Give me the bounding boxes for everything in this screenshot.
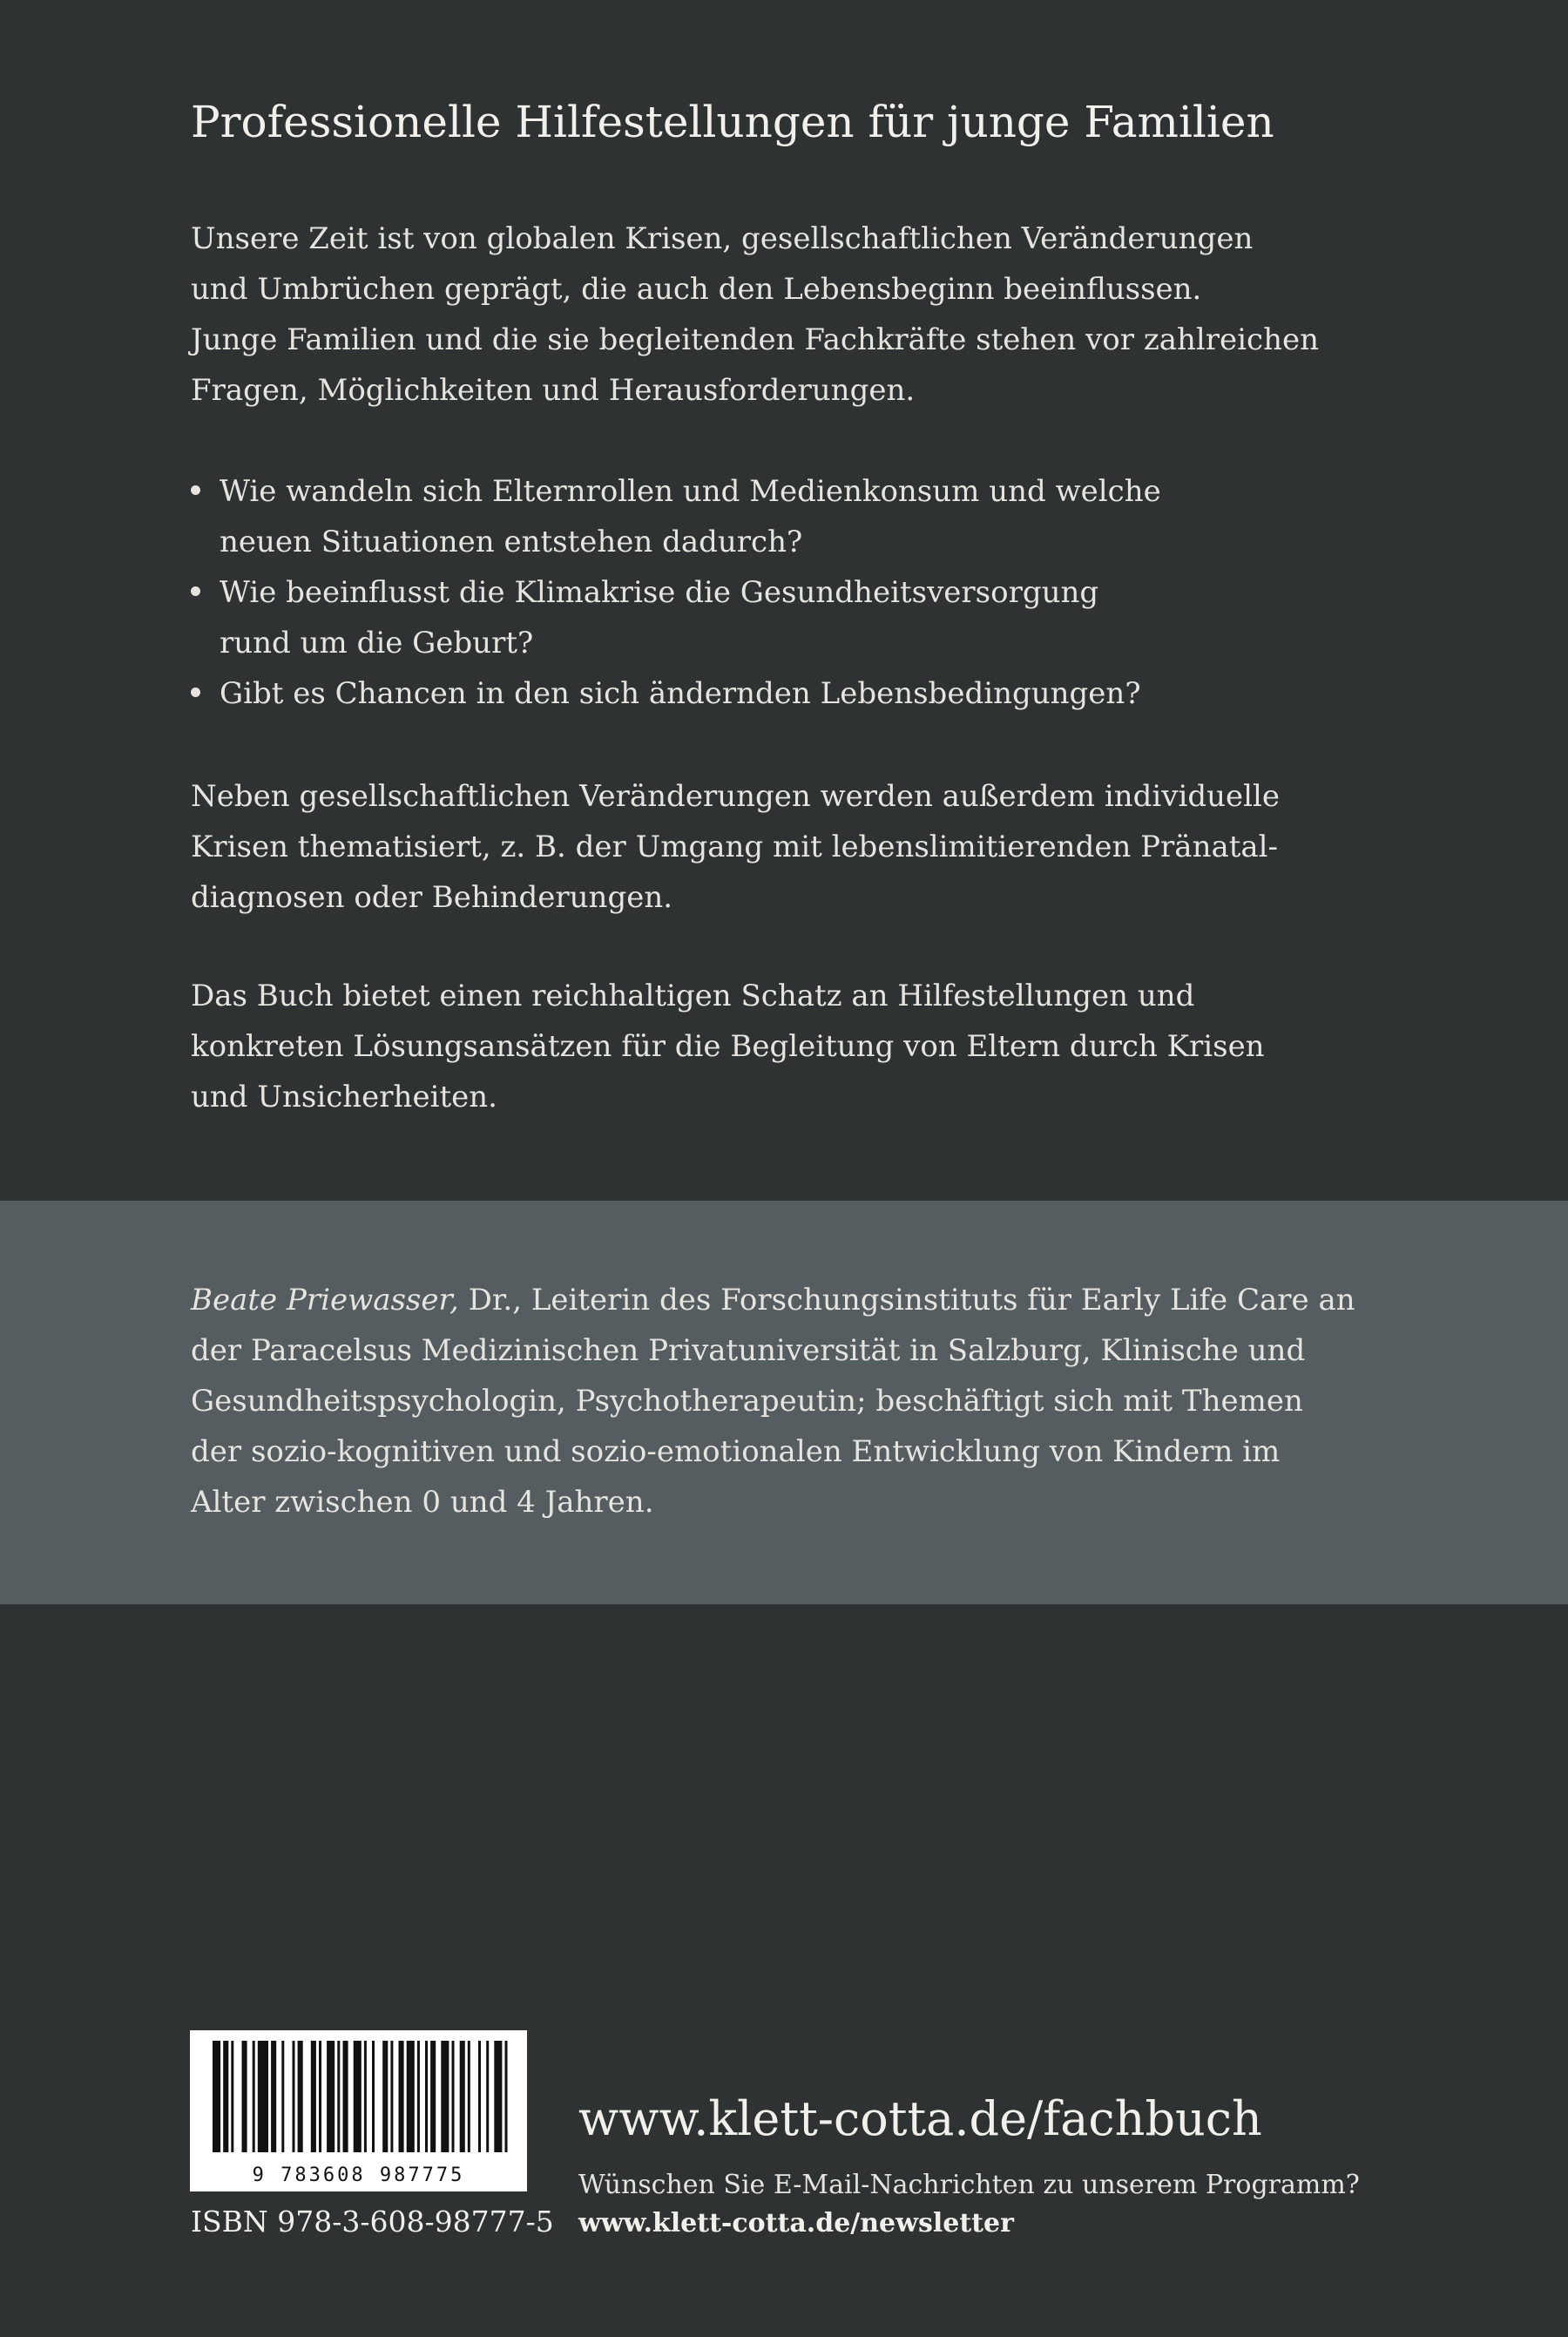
- barcode-bar: [327, 2041, 335, 2152]
- barcode-bar: [505, 2041, 508, 2152]
- barcode-digits: 9 783608 987775: [252, 2164, 465, 2186]
- text-line: Unsere Zeit ist von globalen Krisen, gesellschaftlichen Veränderungen: [191, 221, 1254, 256]
- isbn-barcode: [190, 2030, 527, 2191]
- barcode-bar: [417, 2041, 420, 2152]
- barcode-bar: [213, 2041, 220, 2152]
- text-line: Gesundheitspsychologin, Psychotherapeutin; beschäftigt sich mit Themen: [191, 1384, 1303, 1419]
- text-line: Junge Familien und die sie begleitenden Fachkräfte stehen vor zahlreichen: [191, 322, 1319, 357]
- barcode-bar: [253, 2041, 255, 2152]
- barcode-bar: [425, 2041, 428, 2152]
- barcode-bar: [293, 2041, 295, 2152]
- publisher-website[interactable]: www.klett-cotta.de/fachbuch: [578, 2091, 1262, 2146]
- cover-heading: Professionelle Hilfestellungen für junge Familien: [191, 97, 1274, 147]
- text-line: Alter zwischen 0 und 4 Jahren.: [191, 1485, 654, 1520]
- text-line: Das Buch bietet einen reichhaltigen Schatz an Hilfestellungen und: [191, 979, 1195, 1013]
- author-bio: [191, 1275, 1410, 1528]
- barcode-bar: [271, 2041, 276, 2152]
- barcode-bar: [281, 2041, 284, 2152]
- barcode-bar: [494, 2041, 502, 2152]
- list-item-line: Gibt es Chancen in den sich ändernden Lebensbedingungen?: [191, 668, 1410, 719]
- question-list: [191, 466, 1410, 719]
- text-line: Neben gesellschaftlichen Veränderungen werden außerdem individuelle: [191, 779, 1280, 814]
- barcode-bar: [478, 2041, 481, 2152]
- barcode-bar: [430, 2041, 436, 2152]
- barcode-bar: [319, 2041, 321, 2152]
- barcode-bar: [354, 2041, 362, 2152]
- barcode-bar: [399, 2041, 404, 2152]
- barcode-bar: [223, 2041, 228, 2152]
- newsletter-link[interactable]: www.klett-cotta.de/newsletter: [578, 2208, 1014, 2239]
- list-item-line: Wie beeinflusst die Klimakrise die Gesundheitsversorgung: [191, 567, 1410, 618]
- text-line: Fragen, Möglichkeiten und Herausforderungen.: [191, 373, 916, 408]
- list-item: [191, 466, 1410, 567]
- text-line: diagnosen oder Behinderungen.: [191, 880, 673, 915]
- barcode-bar: [343, 2041, 348, 2152]
- text-line: konkreten Lösungsansätzen für die Begleitung von Eltern durch Krisen: [191, 1029, 1265, 1064]
- list-item-line: neuen Situationen entstehen dadurch?: [220, 525, 803, 559]
- barcode-bar: [298, 2041, 303, 2152]
- barcode-bar: [452, 2041, 455, 2152]
- list-item-line: Wie wandeln sich Elternrollen und Medienkonsum und welche: [191, 466, 1410, 517]
- list-item: [191, 567, 1410, 668]
- barcode-bar: [441, 2041, 449, 2152]
- author-title: Dr., Leiterin des Forschungsinstituts für Early Life Care an: [458, 1283, 1355, 1318]
- text-line: und Umbrüchen geprägt, die auch den Lebensbeginn beeinflussen.: [191, 272, 1202, 307]
- text-line: der Paracelsus Medizinischen Privatuniversität in Salzburg, Klinische und: [191, 1333, 1306, 1368]
- barcode-bar: [460, 2041, 465, 2152]
- text-line: der sozio-kognitiven und sozio-emotionalen Entwicklung von Kindern im: [191, 1434, 1281, 1469]
- list-item-line: rund um die Geburt?: [220, 626, 534, 660]
- author-name: Beate Priewasser,: [191, 1283, 459, 1318]
- barcode-bar: [311, 2041, 316, 2152]
- barcode-bar: [407, 2041, 415, 2152]
- crisis-paragraph: [191, 771, 1410, 923]
- list-item: [191, 668, 1410, 719]
- barcode-bar: [486, 2041, 489, 2152]
- isbn-number: ISBN 978-3-608-98777-5: [191, 2205, 554, 2239]
- newsletter-question: Wünschen Sie E-Mail-Nachrichten zu unserem Programm?: [578, 2170, 1360, 2200]
- text-line: und Unsicherheiten.: [191, 1080, 497, 1114]
- barcode-bar: [382, 2041, 388, 2152]
- barcode-bar: [372, 2041, 375, 2152]
- intro-paragraph: [191, 213, 1410, 416]
- barcode-bar: [242, 2041, 247, 2152]
- barcode-bar: [468, 2041, 470, 2152]
- summary-paragraph: [191, 971, 1410, 1122]
- barcode-bar: [231, 2041, 233, 2152]
- barcode-bar: [337, 2041, 340, 2152]
- text-line: [191, 1275, 1410, 1325]
- barcode-bar: [258, 2041, 268, 2152]
- text-line: Krisen thematisiert, z. B. der Umgang mit lebenslimitierenden Pränatal-: [191, 830, 1279, 864]
- barcode-bar: [390, 2041, 393, 2152]
- barcode-bar: [364, 2041, 367, 2152]
